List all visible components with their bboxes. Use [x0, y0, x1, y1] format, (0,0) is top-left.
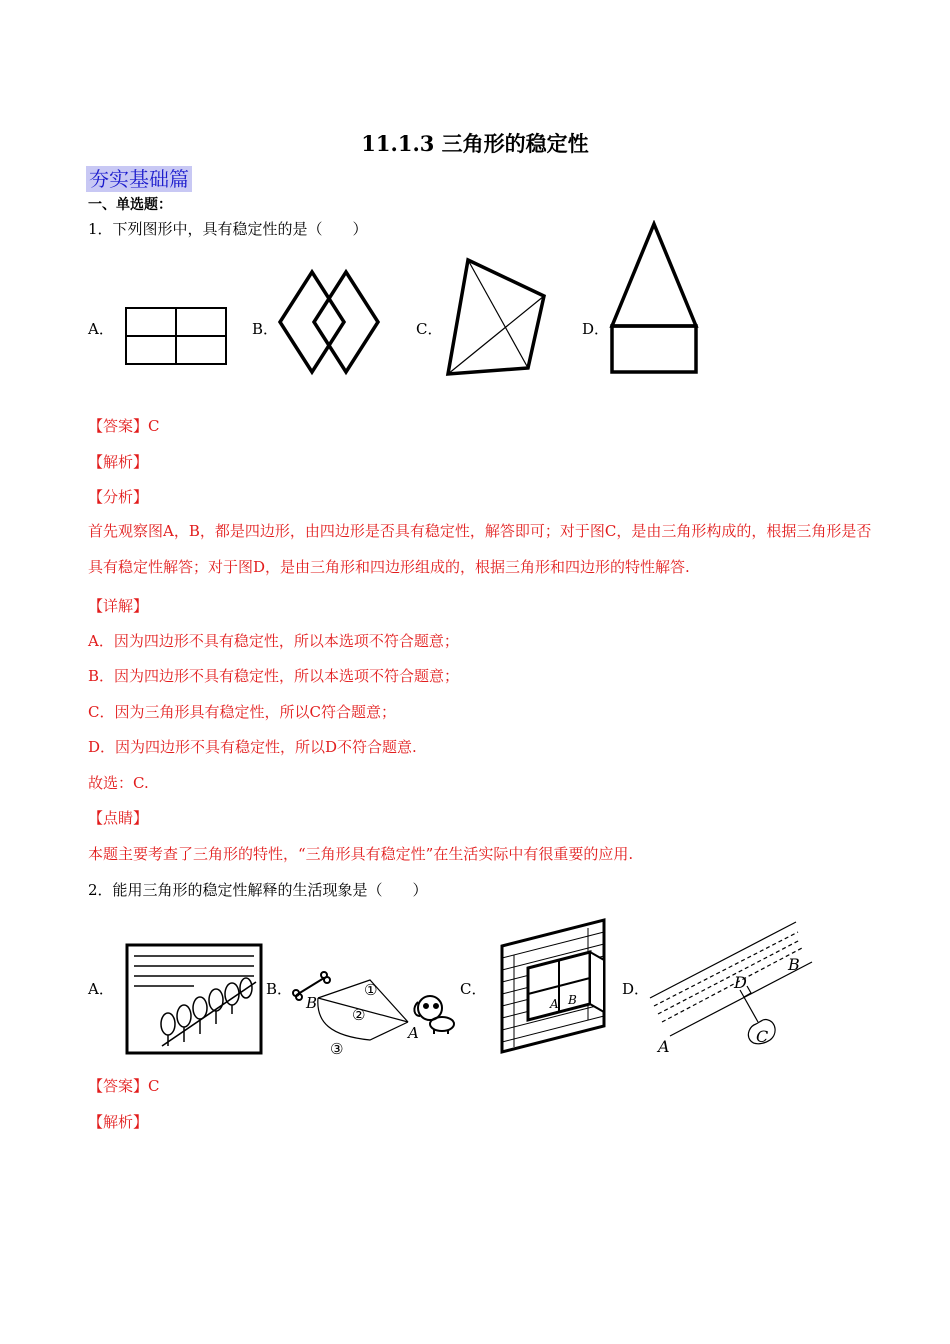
q2-analysis-tag: 【解析】 — [88, 1113, 149, 1131]
q1-option-a-label: A． — [88, 320, 114, 338]
q1-analysis-tag: 【解析】 — [88, 453, 149, 471]
q2-d-label-c: C — [756, 1027, 769, 1046]
q1-figure-d — [608, 220, 700, 376]
q1-choice: 故选：C. — [88, 774, 149, 792]
page-title: 11.1.3 三角形的稳定性 — [361, 131, 589, 156]
q1-stem: 1．下列图形中，具有稳定性的是（ ） — [88, 220, 368, 238]
q2-b-label-a: A — [408, 1024, 419, 1042]
q1-option-c-label: C． — [416, 320, 443, 338]
q1-answer: 【答案】C — [88, 417, 160, 435]
q2-option-b-label: B． — [266, 980, 293, 998]
q2-d-label-d: D — [734, 973, 747, 992]
q2-b-label-b: B — [306, 994, 318, 1012]
q1-detail-line-c: C．因为三角形具有稳定性，所以C符合题意； — [88, 703, 396, 721]
q1-fenxi-tag: 【分析】 — [88, 488, 149, 506]
subsection-heading: 一、单选题： — [88, 197, 172, 213]
q1-comment-text: 本题主要考查了三角形的特性，“三角形具有稳定性”在生活实际中有很重要的应用. — [88, 845, 634, 863]
q2-c-label-a: A — [550, 997, 559, 1011]
q2-b-route-2: ② — [352, 1006, 366, 1024]
q1-fenxi-text: 首先观察图A，B，都是四边形，由四边形是否具有稳定性，解答即可；对于图C，是由三角形构成的，根据三角形是否具有稳定性解答；对于图D，是由三角形和四边形组成的，根据三角形和四边形的特性解答. — [88, 522, 872, 576]
q2-answer: 【答案】C — [88, 1077, 160, 1095]
q1-detail-tag: 【详解】 — [88, 597, 149, 615]
q2-option-a-label: A． — [88, 980, 114, 998]
q1-option-b-label: B． — [252, 320, 279, 338]
q2-d-label-b: B — [788, 955, 800, 974]
section-heading: 夯实基础篇 — [86, 166, 192, 192]
q2-option-d-label: D． — [622, 980, 650, 998]
q1-figure-b — [278, 268, 382, 376]
q2-stem: 2．能用三角形的稳定性解释的生活现象是（ ） — [88, 881, 428, 899]
q1-comment-tag: 【点睛】 — [88, 809, 149, 827]
q1-figure-a — [124, 306, 228, 366]
q1-detail-line-a: A．因为四边形不具有稳定性，所以本选项不符合题意； — [88, 632, 459, 650]
q2-option-c-label: C． — [460, 980, 487, 998]
q1-option-d-label: D． — [582, 320, 610, 338]
dog-icon — [414, 996, 454, 1034]
q1-figure-c — [444, 256, 548, 376]
q2-b-route-3: ③ — [330, 1040, 344, 1058]
q2-d-label-a: A — [658, 1037, 670, 1056]
q2-figure-a-trees — [124, 942, 264, 1056]
q2-figure-d-river — [646, 918, 816, 1058]
q1-detail-line-d: D．因为四边形不具有稳定性，所以D不符合题意. — [88, 738, 417, 756]
q2-b-route-1: ① — [364, 981, 378, 999]
q2-figure-b-dog — [290, 962, 460, 1062]
q1-detail-line-b: B．因为四边形不具有稳定性，所以本选项不符合题意； — [88, 667, 460, 685]
q2-figure-c-window — [498, 916, 608, 1054]
q2-c-label-b: B — [568, 993, 577, 1007]
